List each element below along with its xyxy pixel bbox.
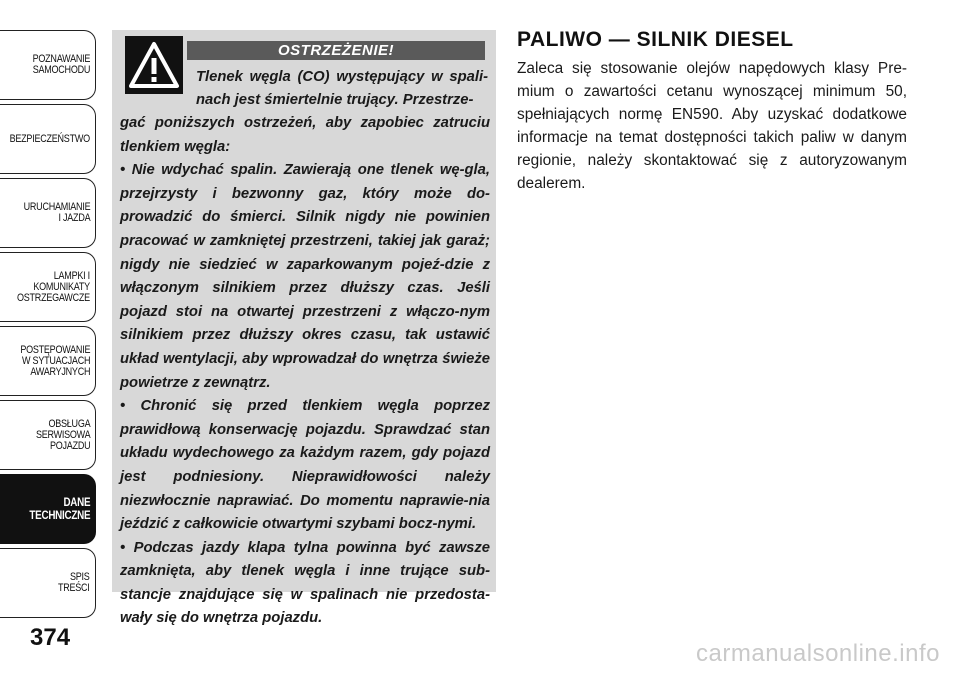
tab-label: URUCHAMIANIE I JAZDA (23, 201, 90, 224)
section-body: Zaleca się stosowanie olejów napędowych klasy Pre-mium o zawartości cetanu wynoszącej minimum 50, spełniających normę EN590. Aby uzyskać dodatkowe informacje na temat dostępności takich paliw w danym regionie, należy skontaktować się z autoryzowanym dealerem. (517, 60, 907, 192)
tab-label: DANE TECHNICZNE (29, 495, 90, 522)
tab-label: SPIS TREŚCI (58, 571, 90, 594)
warning-box (112, 30, 496, 627)
warning-text (120, 112, 490, 631)
tab-obsluga-serwisowa[interactable] (0, 400, 96, 470)
warning-bullet: • Chronić się przed tlenkiem węgla poprzez prawidłową konserwację pojazdu. Sprawdzać stan układu wydechowego za każdym razem, gdy pojazd jest podniesiony. Nieprawidłowości należy niezwłocznie naprawiać. Do momentu naprawie-nia jeździć z całkowicie otwartymi szybami bocz-nymi. (120, 398, 490, 533)
page-number: 374 (30, 624, 71, 651)
section-heading: PALIWO — SILNIK DIESEL (517, 28, 794, 51)
warning-triangle-icon (125, 36, 183, 94)
tab-lampki-i-komunikaty[interactable] (0, 252, 96, 322)
warning-bullet: • Podczas jazdy klapa tylna powinna być zawsze zamknięta, aby tlenek węgla i inne trujące sub-stancje znajdujące się w spalinach nie przedosta-wały się do wnętrza pojazdu. (120, 539, 490, 627)
tab-dane-techniczne[interactable] (0, 474, 96, 544)
warning-title: OSTRZEŻENIE! (187, 41, 485, 60)
tab-label: POZNAWANIE SAMOCHODU (32, 53, 90, 76)
watermark: carmanualsonline.info (696, 640, 940, 667)
tab-spis-tresci[interactable] (0, 548, 96, 618)
tab-poznawanie-samochodu[interactable] (0, 30, 96, 100)
tab-bezpieczenstwo[interactable] (0, 104, 96, 174)
tab-label: LAMPKI I KOMUNIKATY OSTRZEGAWCZE (17, 269, 90, 304)
warning-bullet: • Nie wdychać spalin. Zawierają one tlenek wę-gla, przejrzysty i bezwonny gaz, który może do-prowadzić do śmierci. Silnik nigdy nie powinien pracować w zamkniętej przestrzeni, takiej jak garaż; nigdy nie siedzieć w zaparkowanym pojeź-dzie z włączonym silnikiem przez dłuższy czas. Jeśli pojazd stoi na otwartej przestrzeni z włączo-nym silnikiem przez dłuższy okres czasu, tak ustawić układ wentylacji, aby wprowadzał do wnętrza świeże powietrze z zewnątrz. (120, 162, 490, 391)
warning-intro: Tlenek węgla (CO) występujący w spali-nach jest śmiertelnie trujący. Przestrze- (196, 69, 488, 108)
tab-label: BEZPIECZEŃSTWO (9, 132, 90, 145)
tab-label: POSTĘPOWANIE W SYTUACJACH AWARYJNYCH (20, 343, 90, 378)
warning-paragraph: gać poniższych ostrzeżeń, aby zapobiec zatruciu tlenkiem węgla: (120, 115, 490, 155)
tab-uruchamianie-i-jazda[interactable] (0, 178, 96, 248)
tab-label: OBSŁUGA SERWISOWA POJAZDU (35, 417, 90, 452)
tab-postepowanie-awaryjne[interactable] (0, 326, 96, 396)
